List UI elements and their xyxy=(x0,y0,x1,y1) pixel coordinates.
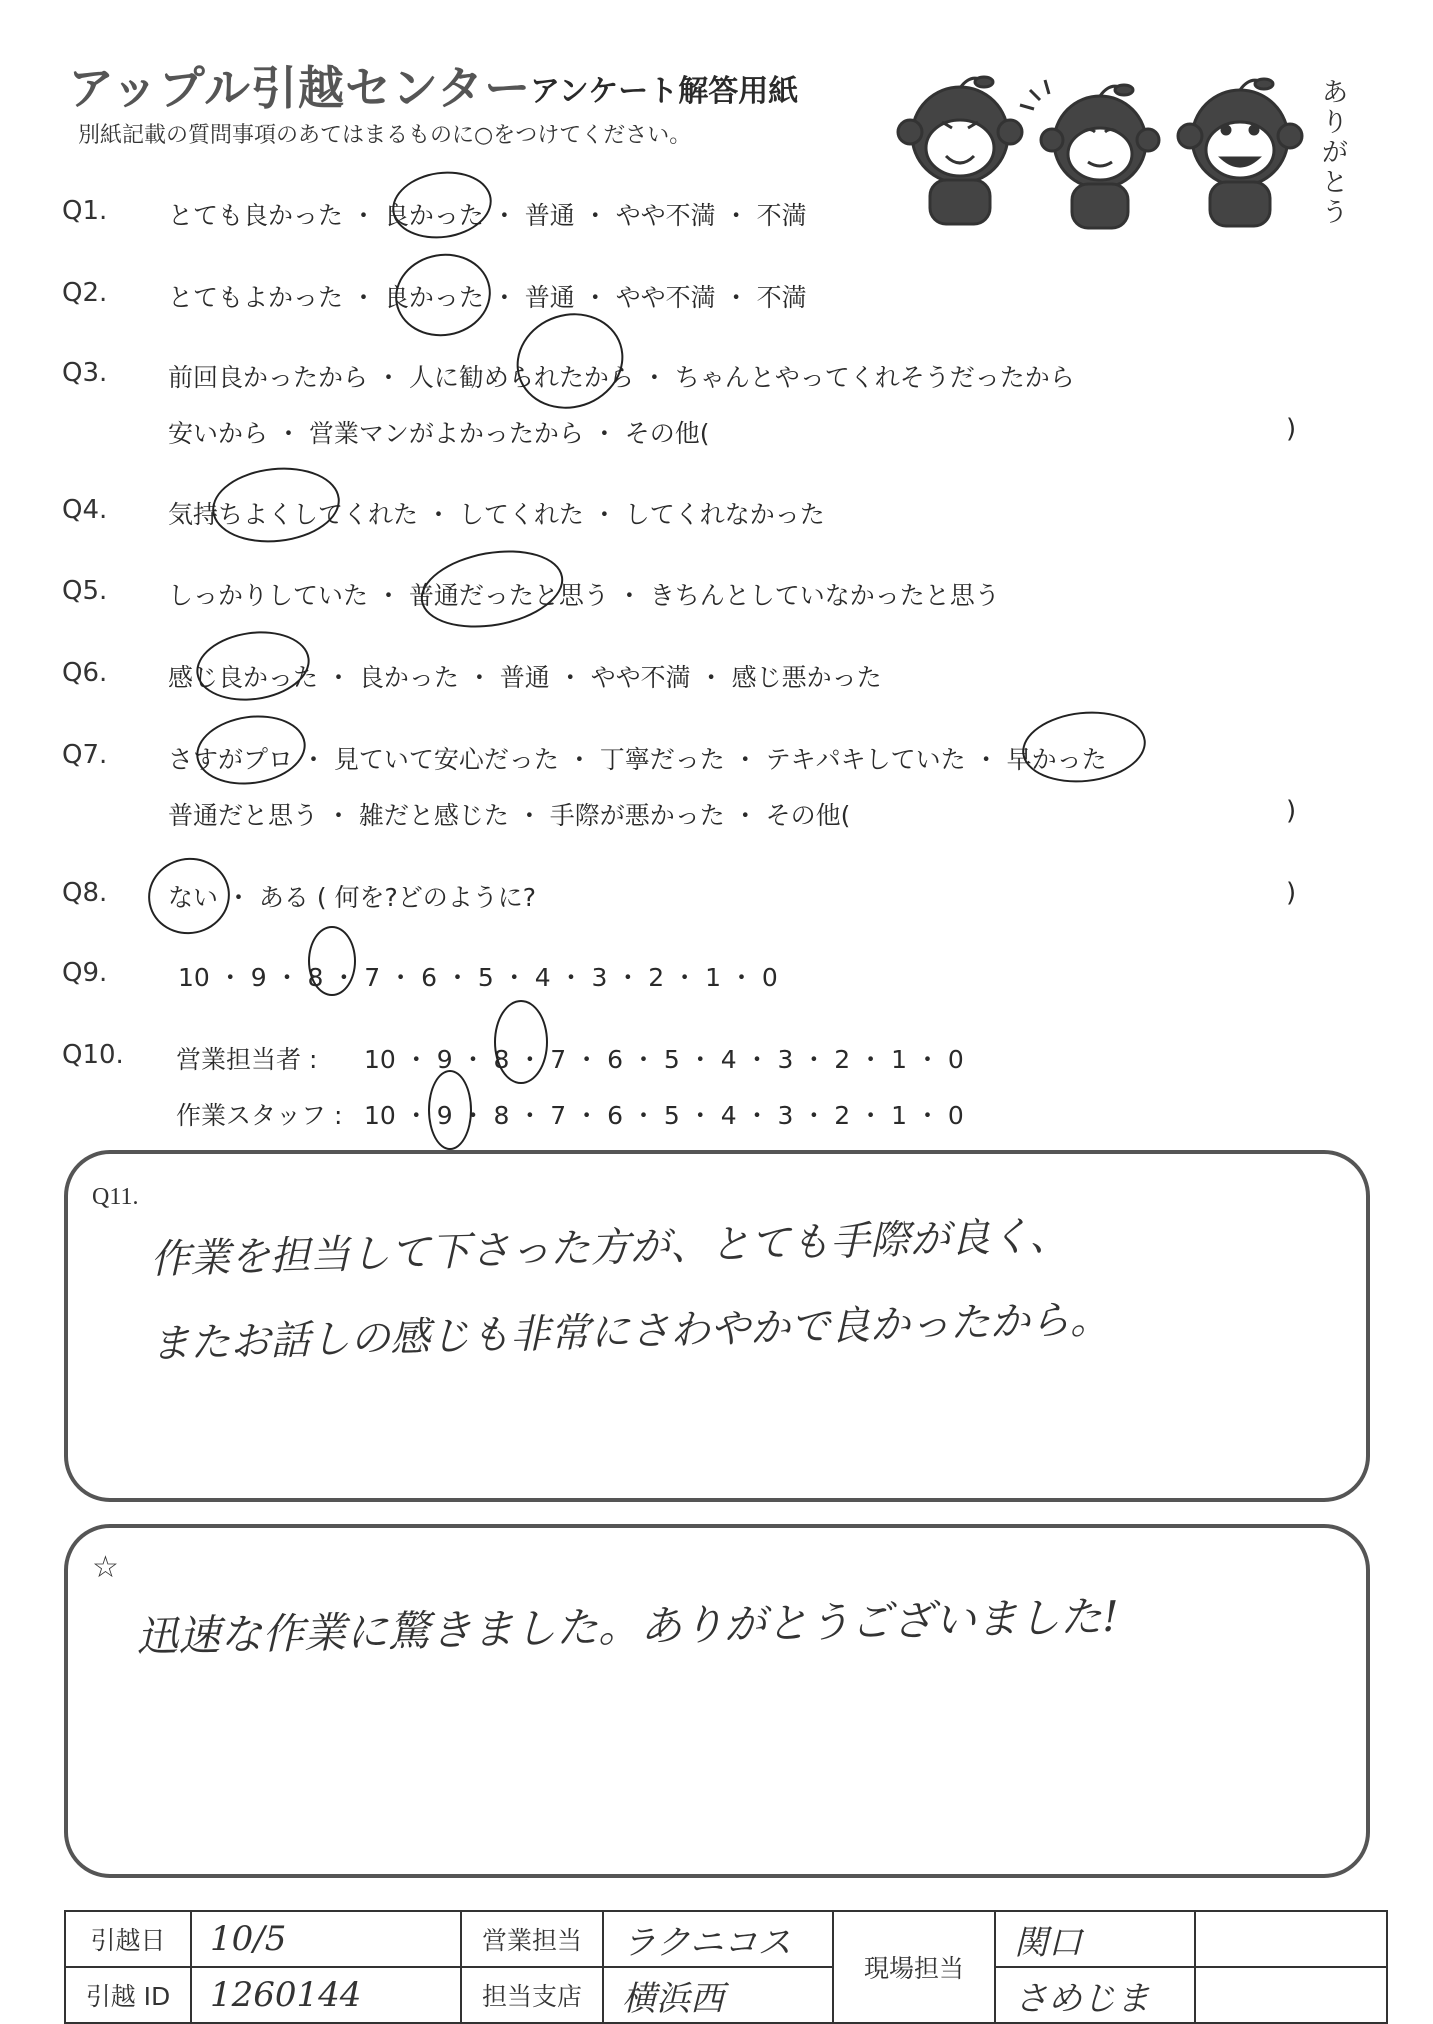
free-comment-box xyxy=(64,1524,1370,1878)
q10-staff-selection-circle xyxy=(428,1070,472,1150)
q10-staff-label: 作業スタッフ : xyxy=(176,1101,343,1130)
free-comment-line1: 迅速な作業に驚きました。ありがとうございました! xyxy=(135,1591,1120,1662)
sales-rep-value: ラクニコス xyxy=(603,1911,833,1967)
q1-number: Q1. xyxy=(62,196,108,226)
free-comment-star-label: ☆ xyxy=(92,1551,119,1584)
q9-selection-circle xyxy=(308,926,356,996)
q7-number: Q7. xyxy=(62,740,108,770)
q1-selection-circle xyxy=(388,165,496,244)
q6-selection-circle xyxy=(192,624,314,707)
q3-close-paren: ) xyxy=(1286,414,1297,444)
q8-selection-circle xyxy=(141,850,237,941)
q3-options-line2: 安いから ・ 営業マンがよかったから ・ その他( xyxy=(168,419,710,448)
q4-number: Q4. xyxy=(62,495,108,525)
footer-empty-cell-1 xyxy=(1195,1911,1387,1967)
q10-sales-scale: 10 ・ 9 ・ 8 ・ 7 ・ 6 ・ 5 ・ 4 ・ 3 ・ 2 ・ 1 ・ 0 xyxy=(364,1045,964,1074)
footer-info-table xyxy=(64,1910,1388,2024)
q5-selection-circle xyxy=(415,540,570,638)
q3-number: Q3. xyxy=(62,358,108,388)
q7-options-line2: 普通だと思う ・ 雑だと感じた ・ 手際が悪かった ・ その他( xyxy=(168,801,851,830)
move-date-label: 引越日 xyxy=(65,1911,191,1967)
q5-options: しっかりしていた ・ 普通だったと思う ・ きちんとしていなかったと思う xyxy=(168,581,1000,610)
q11-comment-line2: またお話しの感じも非常にさわやかで良かったから。 xyxy=(149,1296,1111,1368)
q8-options: ない ・ ある ( 何を?どのように? xyxy=(168,883,537,912)
sales-rep-label: 営業担当 xyxy=(461,1911,603,1967)
q10-staff-scale: 10 ・ 9 ・ 8 ・ 7 ・ 6 ・ 5 ・ 4 ・ 3 ・ 2 ・ 1 ・ 0 xyxy=(364,1101,964,1130)
q9-scale: 10 ・ 9 ・ 8 ・ 7 ・ 6 ・ 5 ・ 4 ・ 3 ・ 2 ・ 1 ・ 0 xyxy=(178,963,778,992)
q10-number: Q10. xyxy=(62,1040,124,1070)
footer-empty-cell-2 xyxy=(1195,1967,1387,2023)
q7-close-paren: ) xyxy=(1286,796,1297,826)
instruction-text: 別紙記載の質問事項のあてはまるものに○をつけてください。 xyxy=(78,123,692,148)
thanks-vertical-text: ありがとう xyxy=(1322,78,1349,228)
q2-options: とてもよかった ・ 良かった ・ 普通 ・ やや不満 ・ 不満 xyxy=(168,283,807,312)
q4-selection-circle xyxy=(208,462,343,549)
q3-options-line1: 前回良かったから ・ 人に勧められたから ・ ちゃんとやってくれそうだったから xyxy=(168,363,1075,392)
q8-number: Q8. xyxy=(62,878,108,908)
q10-sales-selection-circle xyxy=(494,1000,548,1084)
branch-value: 横浜西 xyxy=(603,1967,833,2023)
q10-sales-label: 営業担当者 : xyxy=(176,1045,318,1074)
form-title: アップル引越センター xyxy=(68,61,532,115)
q7-options-line1: さすがプロ ・ 見ていて安心だった ・ 丁寧だった ・ テキパキしていた ・ 早かった xyxy=(168,745,1107,774)
site-rep-label: 現場担当 xyxy=(833,1911,995,2023)
q2-selection-circle xyxy=(389,246,498,343)
q8-close-paren: ) xyxy=(1286,878,1297,908)
move-id-label: 引越 ID xyxy=(65,1967,191,2023)
q4-options: 気持ちよくしてくれた ・ してくれた ・ してくれなかった xyxy=(168,500,825,529)
form-subtitle: アンケート解答用紙 xyxy=(530,74,799,109)
q11-label: Q11. xyxy=(92,1184,139,1210)
move-date-value: 10/5 xyxy=(191,1911,461,1967)
branch-label: 担当支店 xyxy=(461,1967,603,2023)
monkey-mascot-icon xyxy=(880,60,1320,240)
q5-number: Q5. xyxy=(62,576,108,606)
q11-comment-line1: 作業を担当して下さった方が、とても手際が良く、 xyxy=(149,1212,1070,1284)
q2-number: Q2. xyxy=(62,278,108,308)
q1-options: とても良かった ・ 良かった ・ 普通 ・ やや不満 ・ 不満 xyxy=(168,201,807,230)
site-rep-value-2: さめじま xyxy=(995,1967,1195,2023)
move-id-value: 1260144 xyxy=(191,1967,461,2023)
site-rep-value-1: 関口 xyxy=(995,1911,1195,1967)
q3-selection-circle xyxy=(504,300,636,423)
q9-number: Q9. xyxy=(62,958,108,988)
q6-options: 感じ良かった ・ 良かった ・ 普通 ・ やや不満 ・ 感じ悪かった xyxy=(168,663,882,692)
q7-selection-circle-1 xyxy=(192,709,310,792)
q6-number: Q6. xyxy=(62,658,108,688)
